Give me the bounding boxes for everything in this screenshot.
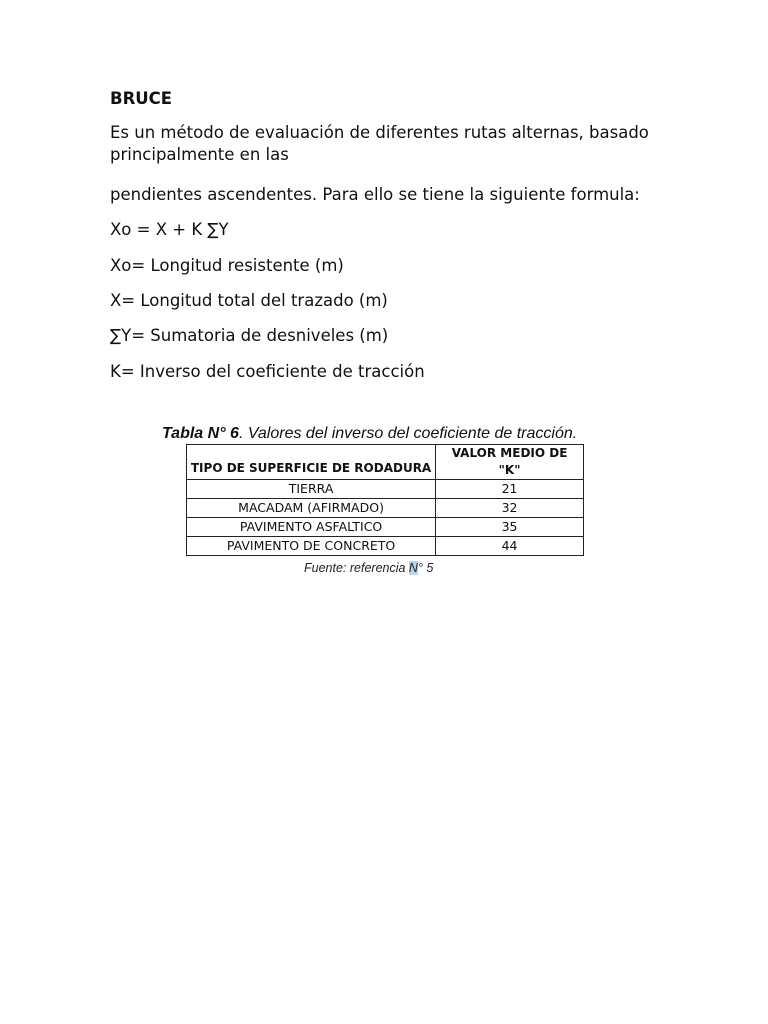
definition-sum-y: ∑Y= Sumatoria de desniveles (m) bbox=[110, 326, 389, 345]
k-value-cell: 21 bbox=[436, 480, 584, 499]
table-row bbox=[187, 499, 584, 518]
table-caption-label: Tabla N° 6 bbox=[162, 425, 239, 442]
table-row bbox=[187, 537, 584, 556]
section-heading: BRUCE bbox=[110, 89, 173, 108]
intro-paragraph-continued: pendientes ascendentes. Para ello se tiene la siguiente formula: bbox=[110, 185, 640, 204]
definition-k: K= Inverso del coeficiente de tracción bbox=[110, 362, 425, 381]
table-row bbox=[187, 518, 584, 537]
intro-paragraph: Es un método de evaluación de diferentes rutas alternas, basado principalmente en las bbox=[110, 123, 649, 164]
source-highlighted-text: N bbox=[408, 561, 418, 575]
table-caption-text: . Valores del inverso del coeficiente de tracción. bbox=[238, 425, 578, 442]
surface-type-cell: PAVIMENTO DE CONCRETO bbox=[187, 537, 436, 556]
column-header-surface-type: TIPO DE SUPERFICIE DE RODADURA bbox=[187, 445, 436, 480]
bruce-formula: Xo = X + K ∑Y bbox=[110, 220, 229, 239]
table-source-note bbox=[304, 560, 433, 576]
definition-xo: Xo= Longitud resistente (m) bbox=[110, 256, 344, 275]
traction-coefficient-table bbox=[186, 444, 584, 556]
surface-type-cell: TIERRA bbox=[187, 480, 436, 499]
column-header-k-value-text: VALOR MEDIO DE "K" bbox=[451, 446, 568, 477]
source-suffix: ° 5 bbox=[417, 561, 434, 575]
table-row bbox=[187, 480, 584, 499]
definition-x: X= Longitud total del trazado (m) bbox=[110, 291, 388, 310]
k-value-cell: 32 bbox=[436, 499, 584, 518]
surface-type-cell: MACADAM (AFIRMADO) bbox=[187, 499, 436, 518]
column-header-k-value bbox=[436, 445, 584, 480]
k-value-cell: 44 bbox=[436, 537, 584, 556]
source-prefix: Fuente: referencia bbox=[304, 561, 409, 575]
table-caption bbox=[162, 424, 622, 444]
k-value-cell: 35 bbox=[436, 518, 584, 537]
surface-type-cell: PAVIMENTO ASFALTICO bbox=[187, 518, 436, 537]
table-header-row bbox=[187, 445, 584, 480]
